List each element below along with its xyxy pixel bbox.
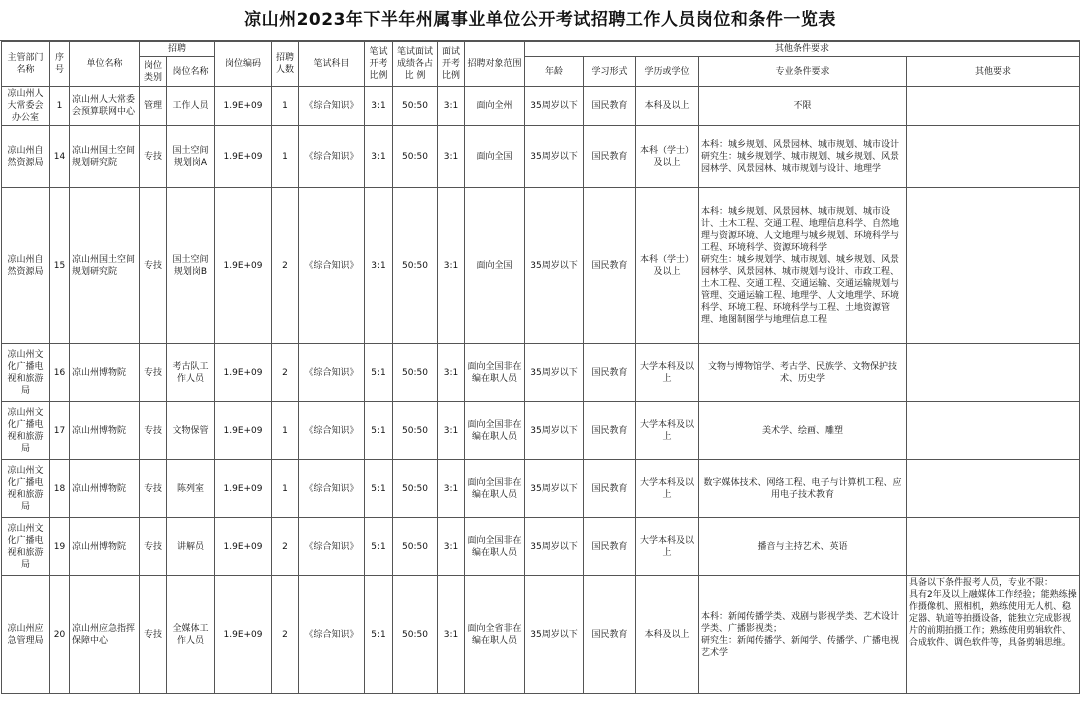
cell-degree: 本科（学士）及以上 xyxy=(636,188,699,344)
cell-seq: 15 xyxy=(50,188,70,344)
cell-degree: 本科及以上 xyxy=(636,576,699,694)
cell-seq: 19 xyxy=(50,518,70,576)
cell-written-ratio: 5:1 xyxy=(365,344,393,402)
cell-score-ratio: 50:50 xyxy=(393,402,438,460)
header-score-ratio: 笔试面试成绩各占比 例 xyxy=(393,42,438,87)
cell-post-type: 专技 xyxy=(140,126,167,188)
table-row xyxy=(2,126,1080,188)
header-degree: 学历或学位 xyxy=(636,57,699,87)
cell-interview-ratio: 3:1 xyxy=(438,402,465,460)
cell-count: 2 xyxy=(272,188,299,344)
cell-study-form: 国民教育 xyxy=(584,460,636,518)
cell-dept: 凉山州应急管理局 xyxy=(2,576,50,694)
cell-count: 2 xyxy=(272,518,299,576)
cell-age: 35周岁以下 xyxy=(525,460,584,518)
cell-age: 35周岁以下 xyxy=(525,188,584,344)
cell-post-code: 1.9E+09 xyxy=(215,402,272,460)
cell-post-type: 专技 xyxy=(140,344,167,402)
cell-seq: 17 xyxy=(50,402,70,460)
cell-post-type: 专技 xyxy=(140,460,167,518)
header-exam-subject: 笔试科目 xyxy=(299,42,365,87)
cell-post-name: 文物保管 xyxy=(167,402,215,460)
cell-degree: 大学本科及以上 xyxy=(636,402,699,460)
cell-scope: 面向全国非在编在职人员 xyxy=(465,518,525,576)
cell-other xyxy=(907,126,1080,188)
cell-scope: 面向全国非在编在职人员 xyxy=(465,402,525,460)
cell-major: 数字媒体技术、网络工程、电子与计算机工程、应用电子技术教育 xyxy=(699,460,907,518)
cell-post-type: 管理 xyxy=(140,87,167,126)
cell-scope: 面向全州 xyxy=(465,87,525,126)
cell-post-type: 专技 xyxy=(140,402,167,460)
cell-scope: 面向全国 xyxy=(465,188,525,344)
cell-post-name: 讲解员 xyxy=(167,518,215,576)
header-post-code: 岗位编码 xyxy=(215,42,272,87)
header-dept: 主管部门名称 xyxy=(2,42,50,87)
cell-interview-ratio: 3:1 xyxy=(438,126,465,188)
cell-seq: 16 xyxy=(50,344,70,402)
cell-exam-subject: 《综合知识》 xyxy=(299,460,365,518)
cell-scope: 面向全省非在编在职人员 xyxy=(465,576,525,694)
cell-score-ratio: 50:50 xyxy=(393,460,438,518)
cell-written-ratio: 3:1 xyxy=(365,188,393,344)
cell-unit: 凉山州应急指挥保障中心 xyxy=(70,576,140,694)
cell-seq: 18 xyxy=(50,460,70,518)
cell-major: 本科：城乡规划、风景园林、城市规划、城市设计 研究生：城乡规划学、城市规划、城乡规划、风景园林学、风景园林、城市规划与设计、地理学 xyxy=(699,126,907,188)
cell-dept: 凉山州自然资源局 xyxy=(2,188,50,344)
cell-exam-subject: 《综合知识》 xyxy=(299,344,365,402)
cell-written-ratio: 3:1 xyxy=(365,126,393,188)
cell-post-type: 专技 xyxy=(140,188,167,344)
cell-scope: 面向全国非在编在职人员 xyxy=(465,460,525,518)
cell-exam-subject: 《综合知识》 xyxy=(299,126,365,188)
cell-other xyxy=(907,87,1080,126)
cell-written-ratio: 5:1 xyxy=(365,402,393,460)
cell-dept: 凉山州自然资源局 xyxy=(2,126,50,188)
cell-exam-subject: 《综合知识》 xyxy=(299,402,365,460)
cell-written-ratio: 5:1 xyxy=(365,518,393,576)
cell-score-ratio: 50:50 xyxy=(393,576,438,694)
cell-study-form: 国民教育 xyxy=(584,576,636,694)
cell-seq: 20 xyxy=(50,576,70,694)
cell-study-form: 国民教育 xyxy=(584,344,636,402)
cell-count: 1 xyxy=(272,126,299,188)
cell-post-name: 国土空间规划岗A xyxy=(167,126,215,188)
cell-post-code: 1.9E+09 xyxy=(215,518,272,576)
recruitment-table xyxy=(1,41,1080,694)
header-interview-ratio: 面试开考比例 xyxy=(438,42,465,87)
cell-post-code: 1.9E+09 xyxy=(215,126,272,188)
cell-post-name: 考古队工作人员 xyxy=(167,344,215,402)
cell-score-ratio: 50:50 xyxy=(393,126,438,188)
cell-interview-ratio: 3:1 xyxy=(438,518,465,576)
cell-interview-ratio: 3:1 xyxy=(438,188,465,344)
cell-exam-subject: 《综合知识》 xyxy=(299,518,365,576)
table-row xyxy=(2,344,1080,402)
header-other: 其他要求 xyxy=(907,57,1080,87)
cell-seq: 1 xyxy=(50,87,70,126)
table-header xyxy=(2,42,1080,87)
cell-exam-subject: 《综合知识》 xyxy=(299,87,365,126)
cell-scope: 面向全国非在编在职人员 xyxy=(465,344,525,402)
cell-degree: 大学本科及以上 xyxy=(636,460,699,518)
cell-study-form: 国民教育 xyxy=(584,126,636,188)
cell-count: 1 xyxy=(272,87,299,126)
cell-interview-ratio: 3:1 xyxy=(438,87,465,126)
cell-age: 35周岁以下 xyxy=(525,87,584,126)
header-post-type: 岗位类别 xyxy=(140,57,167,87)
table-row xyxy=(2,576,1080,694)
header-unit: 单位名称 xyxy=(70,42,140,87)
cell-unit: 凉山州人大常委会预算联网中心 xyxy=(70,87,140,126)
cell-major: 本科：城乡规划、风景园林、城市规划、城市设计、土木工程、交通工程、地理信息科学、自然地理与资源环境、人文地理与城乡规划、环境科学与工程、环境科学、资源环境科学 研究生：城乡规划学、城市规划、城乡规划、风景园林学、风景园林、城市规划与设计、市政工程、土木工程、交通工程、交通运输、交通运输规划与管理、交通运输工程、地理学、人文地理学、环境科学、环境工程、环境科学与工程、土地资源管理、地图制图学与地理信息工程 xyxy=(699,188,907,344)
cell-seq: 14 xyxy=(50,126,70,188)
cell-unit: 凉山州博物院 xyxy=(70,402,140,460)
header-written-ratio: 笔试开考比例 xyxy=(365,42,393,87)
table-row xyxy=(2,460,1080,518)
cell-post-type: 专技 xyxy=(140,576,167,694)
cell-post-name: 陈列室 xyxy=(167,460,215,518)
cell-age: 35周岁以下 xyxy=(525,344,584,402)
cell-study-form: 国民教育 xyxy=(584,188,636,344)
cell-post-name: 全媒体工作人员 xyxy=(167,576,215,694)
cell-count: 2 xyxy=(272,344,299,402)
cell-dept: 凉山州人大常委会办公室 xyxy=(2,87,50,126)
table-row xyxy=(2,402,1080,460)
cell-dept: 凉山州文化广播电视和旅游局 xyxy=(2,518,50,576)
cell-other xyxy=(907,518,1080,576)
cell-post-name: 国土空间规划岗B xyxy=(167,188,215,344)
cell-exam-subject: 《综合知识》 xyxy=(299,576,365,694)
cell-interview-ratio: 3:1 xyxy=(438,460,465,518)
cell-score-ratio: 50:50 xyxy=(393,344,438,402)
cell-degree: 大学本科及以上 xyxy=(636,518,699,576)
header-recruit: 招聘 xyxy=(140,42,215,57)
header-seq: 序号 xyxy=(50,42,70,87)
cell-age: 35周岁以下 xyxy=(525,402,584,460)
page-title: 凉山州2023年下半年州属事业单位公开考试招聘工作人员岗位和条件一览表 xyxy=(0,0,1080,41)
cell-age: 35周岁以下 xyxy=(525,576,584,694)
cell-other xyxy=(907,344,1080,402)
cell-other xyxy=(907,402,1080,460)
cell-post-type: 专技 xyxy=(140,518,167,576)
cell-post-code: 1.9E+09 xyxy=(215,460,272,518)
cell-score-ratio: 50:50 xyxy=(393,87,438,126)
cell-age: 35周岁以下 xyxy=(525,126,584,188)
cell-score-ratio: 50:50 xyxy=(393,188,438,344)
cell-post-code: 1.9E+09 xyxy=(215,87,272,126)
cell-degree: 本科及以上 xyxy=(636,87,699,126)
cell-written-ratio: 5:1 xyxy=(365,460,393,518)
cell-interview-ratio: 3:1 xyxy=(438,344,465,402)
cell-other: 具备以下条件报考人员，专业不限： 具有2年及以上融媒体工作经验；能熟练操作摄像机、照相机，熟练使用无人机、稳定器、轨道等拍摄设备，能独立完成影视片的前期拍摄工作；熟练使用剪辑软件、合成软件、调色软件等，具备剪辑思维。 xyxy=(907,576,1080,694)
cell-major: 美术学、绘画、雕塑 xyxy=(699,402,907,460)
cell-unit: 凉山州博物院 xyxy=(70,518,140,576)
cell-post-code: 1.9E+09 xyxy=(215,576,272,694)
cell-written-ratio: 3:1 xyxy=(365,87,393,126)
cell-unit: 凉山州博物院 xyxy=(70,344,140,402)
cell-scope: 面向全国 xyxy=(465,126,525,188)
cell-dept: 凉山州文化广播电视和旅游局 xyxy=(2,460,50,518)
cell-unit: 凉山州博物院 xyxy=(70,460,140,518)
cell-study-form: 国民教育 xyxy=(584,87,636,126)
cell-unit: 凉山州国土空间规划研究院 xyxy=(70,188,140,344)
cell-post-code: 1.9E+09 xyxy=(215,188,272,344)
header-scope: 招聘对象范围 xyxy=(465,42,525,87)
header-post-name: 岗位名称 xyxy=(167,57,215,87)
cell-dept: 凉山州文化广播电视和旅游局 xyxy=(2,344,50,402)
cell-study-form: 国民教育 xyxy=(584,518,636,576)
header-age: 年龄 xyxy=(525,57,584,87)
cell-exam-subject: 《综合知识》 xyxy=(299,188,365,344)
cell-post-code: 1.9E+09 xyxy=(215,344,272,402)
cell-dept: 凉山州文化广播电视和旅游局 xyxy=(2,402,50,460)
cell-written-ratio: 5:1 xyxy=(365,576,393,694)
cell-major: 文物与博物馆学、考古学、民族学、文物保护技术、历史学 xyxy=(699,344,907,402)
table-row xyxy=(2,87,1080,126)
table-row xyxy=(2,188,1080,344)
cell-study-form: 国民教育 xyxy=(584,402,636,460)
cell-other xyxy=(907,188,1080,344)
cell-major: 不限 xyxy=(699,87,907,126)
cell-other xyxy=(907,460,1080,518)
cell-major: 播音与主持艺术、英语 xyxy=(699,518,907,576)
table-row xyxy=(2,518,1080,576)
header-other-req: 其他条件要求 xyxy=(525,42,1080,57)
cell-degree: 本科（学士）及以上 xyxy=(636,126,699,188)
cell-degree: 大学本科及以上 xyxy=(636,344,699,402)
cell-count: 2 xyxy=(272,576,299,694)
header-study-form: 学习形式 xyxy=(584,57,636,87)
cell-age: 35周岁以下 xyxy=(525,518,584,576)
header-major: 专业条件要求 xyxy=(699,57,907,87)
header-count: 招聘人数 xyxy=(272,42,299,87)
cell-interview-ratio: 3:1 xyxy=(438,576,465,694)
cell-major: 本科：新闻传播学类、戏剧与影视学类、艺术设计学类、广播影视类； 研究生：新闻传播学、新闻学、传播学、广播电视艺术学 xyxy=(699,576,907,694)
table-body xyxy=(2,87,1080,694)
cell-score-ratio: 50:50 xyxy=(393,518,438,576)
cell-unit: 凉山州国土空间规划研究院 xyxy=(70,126,140,188)
cell-post-name: 工作人员 xyxy=(167,87,215,126)
cell-count: 1 xyxy=(272,460,299,518)
cell-count: 1 xyxy=(272,402,299,460)
